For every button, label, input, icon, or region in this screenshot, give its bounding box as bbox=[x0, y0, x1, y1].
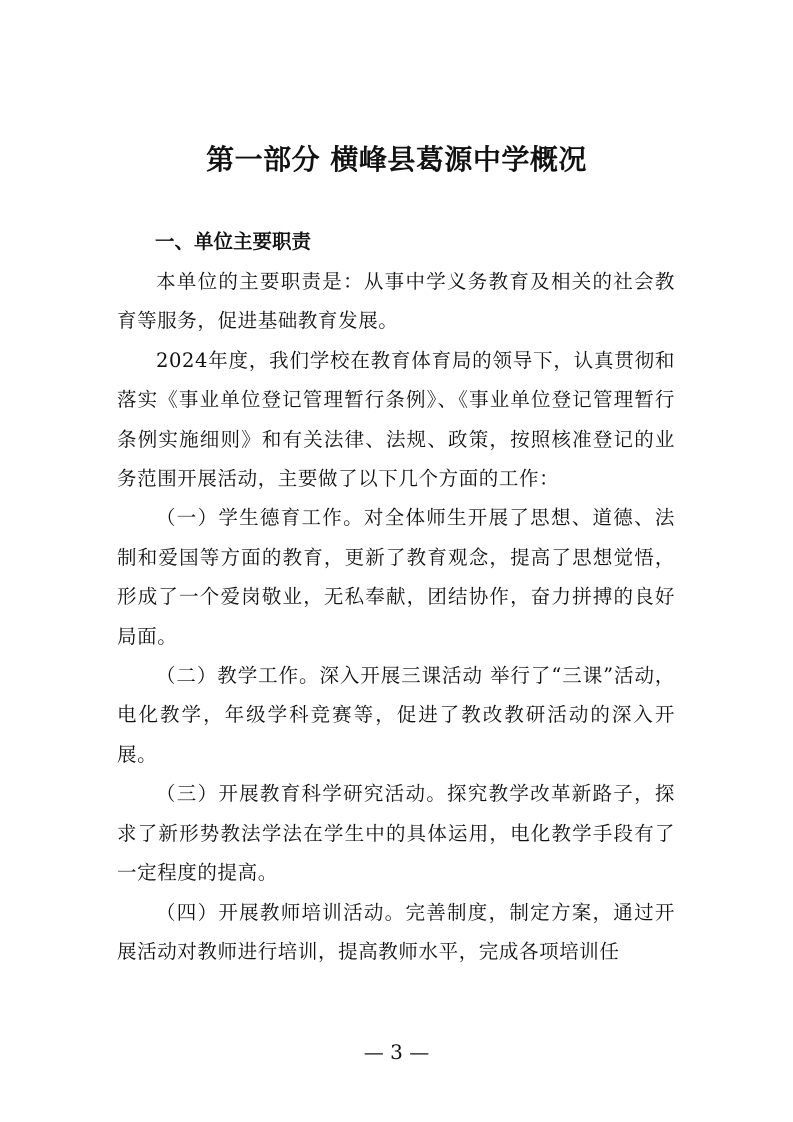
paragraph-moral-education: （一）学生德育工作。对全体师生开展了思想、道德、法制和爱国等方面的教育，更新了教育观念，提高了思想觉悟，形成了一个爱岗敬业，无私奉献，团结协作，奋力拼搏的良好局面。 bbox=[117, 506, 675, 648]
paragraph-teacher-training: （四）开展教师培训活动。完善制度，制定方案，通过开展活动对教师进行培训，提高教师水平，完成各项培训任 bbox=[117, 900, 675, 963]
page-number: — 3 — bbox=[363, 1040, 430, 1064]
section-heading: 一、单位主要职责 bbox=[155, 230, 312, 253]
paragraph-research-activities: （三）开展教育科学研究活动。探究教学改革新路子，探求了新形势教法学法在学生中的具体运用，电化教学手段有了一定程度的提高。 bbox=[117, 782, 675, 885]
paragraph-teaching-work: （二）教学工作。深入开展三课活动 举行了“三课”活动，电化教学，年级学科竞赛等，促进了教改教研活动的深入开展。 bbox=[117, 664, 675, 766]
document-body bbox=[117, 222, 675, 971]
paragraph-annual-work: 2024年度，我们学校在教育体育局的领导下，认真贯彻和落实《事业单位登记管理暂行条例》、《事业单位登记管理暂行条例实施细则》和有关法律、法规、政策，按照核准登记的业务范围开展活动，主要做了以下几个方面的工作： bbox=[117, 348, 675, 491]
paragraph-main-duties: 本单位的主要职责是：从事中学义务教育及相关的社会教育等服务，促进基础教育发展。 bbox=[117, 270, 675, 333]
page-title: 第一部分 横峰县葛源中学概况 bbox=[206, 143, 587, 176]
